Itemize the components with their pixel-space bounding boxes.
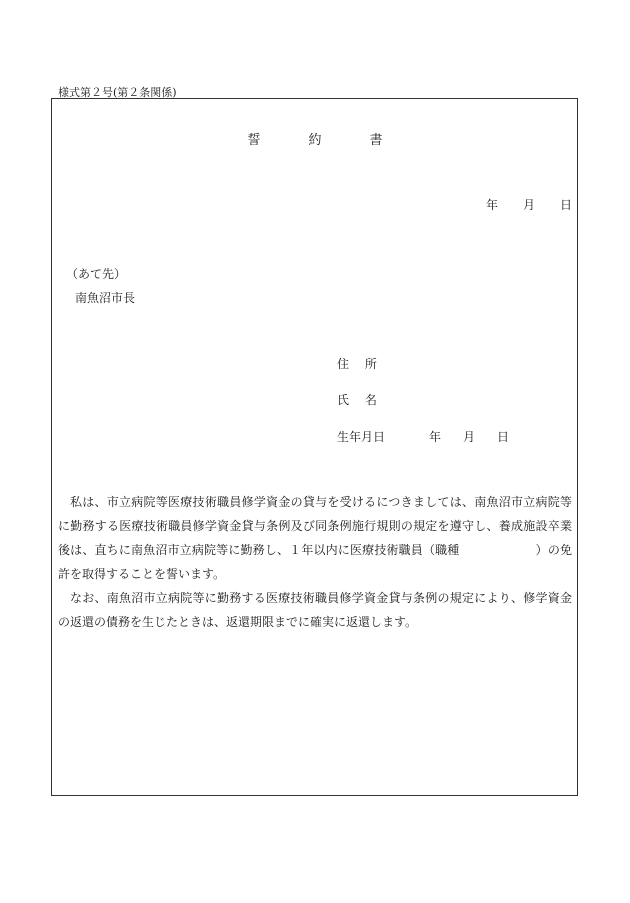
pledge-p1-after: ）の免許を取得することを誓います。: [58, 543, 572, 581]
pledge-paragraph-1: [58, 490, 572, 586]
birthdate-year: 年: [429, 430, 442, 444]
addressee-name: 南魚沼市長: [75, 291, 136, 305]
pledge-paragraph-2: なお、南魚沼市立病院等に勤務する医療技術職員修学資金貸与条例の規定により、修学資金の返還の債務を生じたときは、返還期限までに確実に返還します。: [58, 591, 572, 629]
addressee-label: （あて先）: [66, 267, 127, 281]
address-label: 住 所: [337, 357, 377, 371]
birthdate-month: 月: [463, 430, 476, 444]
date-day: 日: [559, 198, 572, 212]
pledge-p1-before: 私は、市立病院等医療技術職員修学資金の貸与を受けるにつきましては、南魚沼市立病院等に勤務する医療技術職員修学資金貸与条例及び同条例施行規則の規定を遵守し、養成施設卒業後は、直ちに南魚沼市立病院等に勤務し、１年以内に医療技術職員（職種: [58, 495, 572, 557]
title-char-2: 約: [308, 133, 322, 148]
document-title: [0, 129, 630, 148]
date-line: [461, 196, 572, 213]
address-field: [337, 355, 387, 372]
birthdate-label: 生年月日: [337, 430, 386, 444]
birthdate-day: 日: [497, 430, 510, 444]
title-char-3: 書: [369, 133, 383, 148]
date-month: 月: [522, 198, 535, 212]
form-number-label: 様式第２号(第２条関係): [58, 86, 177, 99]
name-label: 氏 名: [337, 393, 377, 407]
date-year: 年: [485, 198, 498, 212]
name-field: [337, 391, 387, 408]
birthdate-field: [337, 428, 509, 445]
title-char-1: 誓: [247, 133, 261, 148]
pledge-body: [58, 490, 572, 634]
